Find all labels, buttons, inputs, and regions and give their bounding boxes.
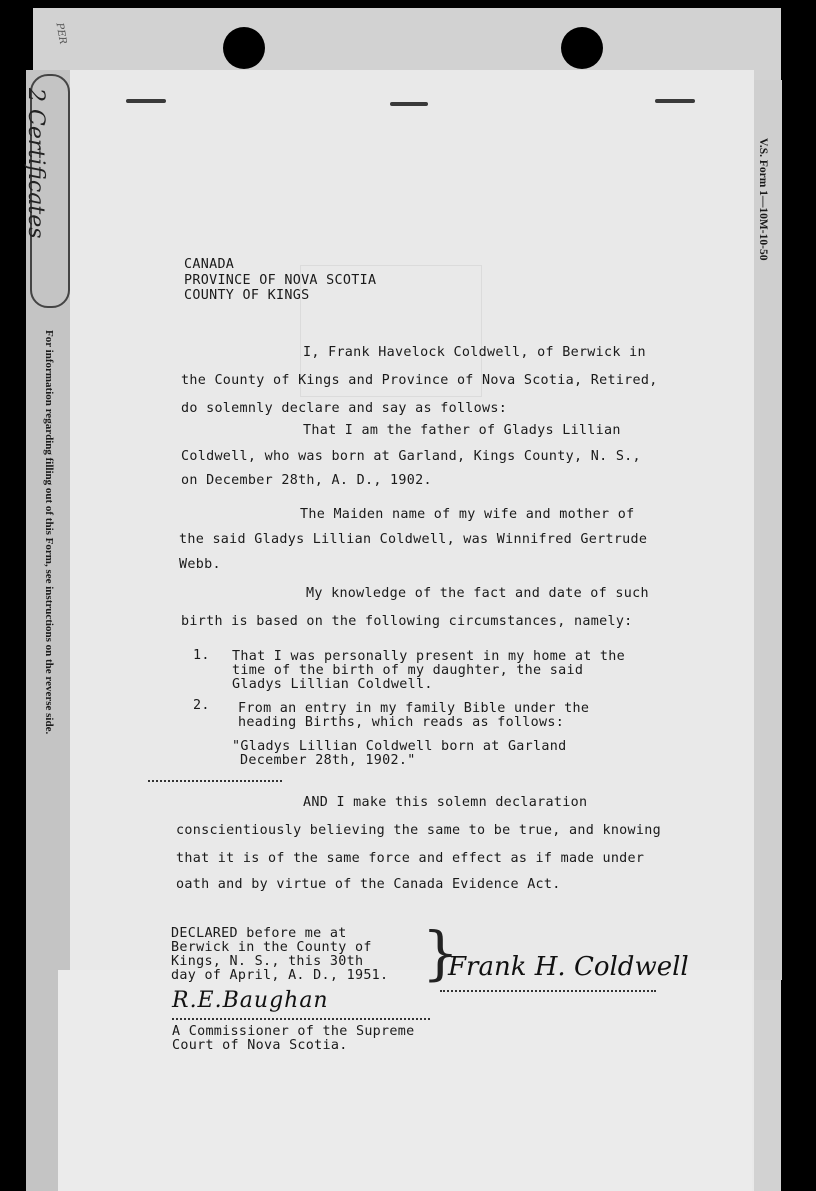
body-line: the said Gladys Lillian Coldwell, was Winnifred Gertrude [179,532,648,547]
list-number: 2. [193,698,210,713]
commissioner-title: Court of Nova Scotia. [172,1038,348,1053]
list-item-line: That I was personally present in my home at the [232,649,626,664]
bible-quote-line: "Gladys Lillian Coldwell born at Garland [232,739,567,754]
corner-initials: PER [53,21,69,46]
header-county: COUNTY OF KINGS [184,288,310,303]
dotted-rule [148,780,282,782]
body-line: birth is based on the following circumstances, namely: [181,614,633,629]
list-number: 1. [193,648,210,663]
commissioner-signature: R.E.Baughan [172,988,329,1013]
brace: } [422,919,459,987]
punch-hole-right [561,27,603,69]
staple-right [655,99,695,103]
certificate-note: 2 Certificates [23,88,48,239]
staple-center [390,102,428,106]
punch-hole-left [223,27,265,69]
body-line: Webb. [179,557,221,572]
header-canada: CANADA [184,257,235,272]
body-line: I, Frank Havelock Coldwell, of Berwick in [303,345,646,360]
body-line: conscientiously believing the same to be true, and knowing [176,823,661,838]
staple-left [126,99,166,103]
header-province: PROVINCE OF NOVA SCOTIA [184,273,377,288]
declared-line: Kings, N. S., this 30th [171,954,364,969]
list-item-line: heading Births, which reads as follows: [238,715,565,730]
body-line: AND I make this solemn declaration [303,795,588,810]
commissioner-title: A Commissioner of the Supreme [172,1024,415,1039]
list-item-line: time of the birth of my daughter, the said [232,663,584,678]
body-line: on December 28th, A. D., 1902. [181,473,432,488]
filling-instructions-note: For information regarding filling out of this Form, see instructions on the reverse side. [43,330,55,735]
bible-quote-line: December 28th, 1902." [240,753,416,768]
list-item-line: From an entry in my family Bible under the [238,701,590,716]
declaration-sheet-lower [58,970,752,1191]
body-line: the County of Kings and Province of Nova Scotia, Retired, [181,373,658,388]
body-line: do solemnly declare and say as follows: [181,401,508,416]
list-item-line: Gladys Lillian Coldwell. [232,677,433,692]
declarant-signature: Frank H. Coldwell [448,952,689,982]
commissioner-signature-line [172,1018,430,1020]
form-number: V.S. Form 1—10M-10-50 [757,138,769,261]
declared-line: day of April, A. D., 1951. [171,968,389,983]
body-line: Coldwell, who was born at Garland, Kings County, N. S., [181,449,641,464]
declarant-signature-line [440,990,656,992]
declared-line: Berwick in the County of [171,940,372,955]
body-line: that it is of the same force and effect as if made under [176,851,645,866]
body-line: The Maiden name of my wife and mother of [300,507,635,522]
body-line: oath and by virtue of the Canada Evidence Act. [176,877,561,892]
body-line: That I am the father of Gladys Lillian [303,423,621,438]
body-line: My knowledge of the fact and date of such [306,586,649,601]
declared-line: DECLARED before me at [171,926,347,941]
